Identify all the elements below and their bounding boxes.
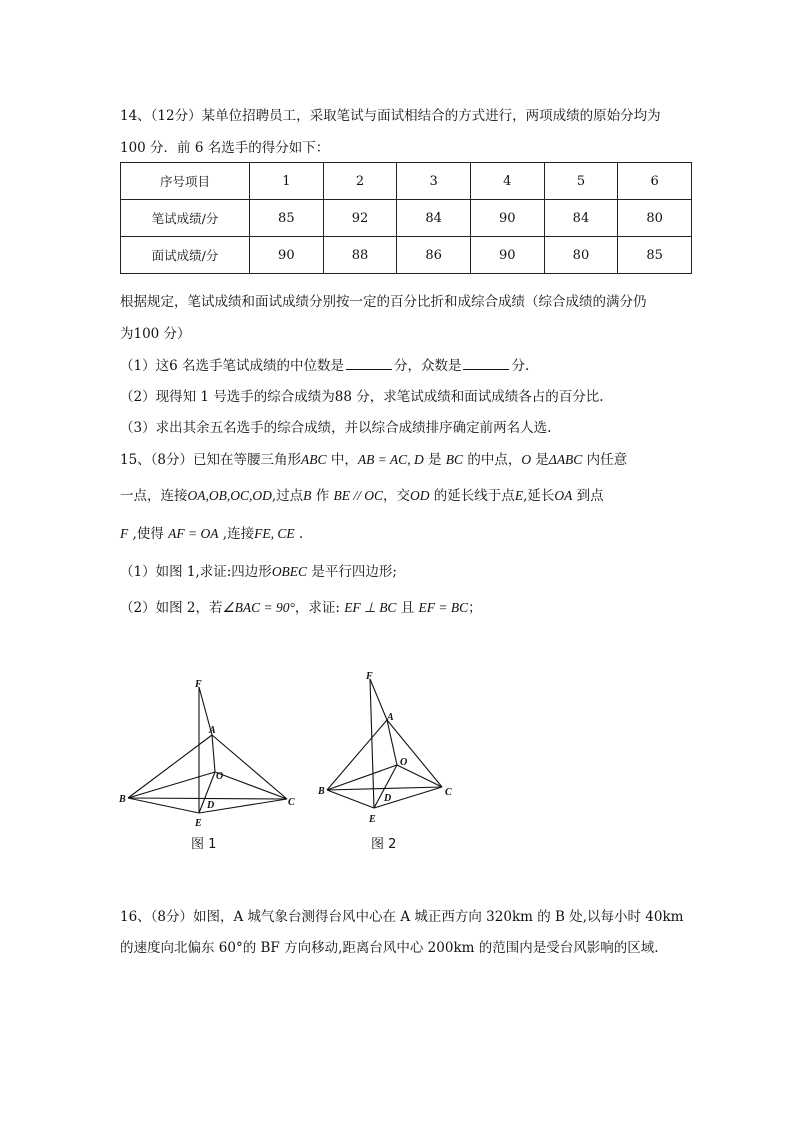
q15-text: . (294, 526, 304, 542)
q15-text: ，求证: (294, 600, 345, 616)
math-expr: AF = OA (168, 526, 219, 541)
table-cell: 92 (323, 200, 397, 237)
segment-AO (212, 735, 215, 772)
q15-text: 是 (531, 452, 549, 468)
q15-text: 到点 (572, 488, 604, 504)
row-label: 笔试成绩/分 (121, 200, 250, 237)
table-cell: 84 (397, 200, 471, 237)
q14-part-1-text: 分，众数是 (393, 358, 462, 374)
table-header-cell: 4 (470, 163, 544, 200)
math-expr: O (521, 452, 532, 467)
table-header-cell: 6 (618, 163, 692, 200)
q15-text: ,延长 (523, 488, 555, 504)
answer-blank[interactable] (346, 357, 392, 370)
q15-text: 的延长线于点 (429, 488, 515, 504)
table-cell: 84 (544, 200, 618, 237)
q15-text: 的中点， (463, 452, 522, 468)
table-header-row (121, 163, 692, 200)
math-expr: EF = BC (418, 600, 469, 615)
q15-text: ,使得 (128, 526, 169, 542)
table-row (121, 237, 692, 274)
math-expr: ABC (301, 452, 327, 467)
figure-2-caption: 图 2 (371, 837, 397, 852)
q15-text: ； (468, 600, 482, 616)
segment-OC (397, 765, 442, 787)
math-expr: F (120, 526, 129, 541)
segment-OC (215, 772, 287, 799)
math-expr: B (303, 488, 312, 503)
q14-line-4: 为100 分） (120, 326, 191, 342)
table-header-cell: 2 (323, 163, 397, 200)
figure-1-caption: 图 1 (191, 837, 217, 852)
q15-text: （1）如图 1,求证:四边形 (120, 564, 272, 580)
q15-text: （2）如图 2，若 (120, 600, 223, 616)
q15-line-3 (120, 522, 303, 542)
math-expr: OBEC (271, 564, 308, 579)
table-cell: 85 (250, 200, 324, 237)
label-A: A (209, 725, 216, 736)
segment-BC (128, 798, 287, 799)
q15-text: ，交 (383, 488, 411, 504)
table-cell: 85 (618, 237, 692, 274)
label-E: E (195, 818, 202, 829)
q15-text: 15、（8分）已知在等腰三角形 (120, 452, 302, 468)
q14-part-2: （2）现得知 1 号选手的综合成绩为88 分，求笔试成绩和面试成绩各占的百分比. (120, 389, 604, 405)
table-header-cell: 3 (397, 163, 471, 200)
math-expr: OD (410, 488, 430, 503)
label-D: D (207, 800, 215, 811)
q15-text: 是平行四边形; (307, 564, 397, 580)
table-header-cell: 序号项目 (121, 163, 250, 200)
label-B: B (119, 794, 126, 805)
label-F: F (195, 679, 202, 690)
label-B: B (318, 786, 325, 797)
table-cell: 90 (250, 237, 324, 274)
label-O: O (216, 771, 224, 782)
segment-BO (128, 772, 215, 798)
q16-line-2: 的速度向北偏东 60°的 BF 方向移动,距离台风中心 200km 的范围内是受台风影响的区域. (120, 940, 659, 956)
q15-part-2 (120, 596, 482, 616)
q14-part-3: （3）求出其余五名选手的综合成绩，并以综合成绩排序确定前两名人选. (120, 420, 552, 436)
segment-AC (212, 735, 287, 799)
math-expr: E (514, 488, 524, 503)
answer-blank[interactable] (463, 357, 509, 370)
q14-part-1 (120, 354, 529, 374)
table-row (121, 200, 692, 237)
math-expr: BC (445, 452, 464, 467)
q15-text: 一点，连接 (120, 488, 188, 504)
q14-part-1-text: （1）这6 名选手笔试成绩的中位数是 (120, 358, 344, 374)
label-E: E (369, 814, 376, 825)
q14-line-3: 根据规定，笔试成绩和面试成绩分别按一定的百分比折和成综合成绩（综合成绩的满分仍 (120, 294, 647, 310)
row-label: 面试成绩/分 (121, 237, 250, 274)
table-cell: 80 (618, 200, 692, 237)
segment-AC (387, 720, 442, 787)
table-header-cell: 1 (250, 163, 324, 200)
math-expr: ∠BAC = 90° (222, 600, 295, 615)
math-expr: EF ⊥ BC (344, 600, 397, 615)
score-table (120, 162, 692, 274)
q15-text: 中， (326, 452, 358, 468)
table-cell: 90 (470, 237, 544, 274)
math-expr: OA (554, 488, 573, 503)
q14-line-2: 100 分．前 6 名选手的得分如下： (120, 140, 330, 156)
table-header-cell: 5 (544, 163, 618, 200)
segment-BE (327, 790, 374, 808)
q15-text: ,过点 (271, 488, 304, 504)
q15-line-1 (120, 448, 627, 468)
math-expr: FE, CE (254, 526, 295, 541)
q15-text: 是 (423, 452, 446, 468)
label-C: C (288, 797, 295, 808)
segment-BE (128, 798, 199, 813)
label-A: A (387, 712, 394, 723)
math-expr: OA,OB,OC,OD (187, 488, 272, 503)
table-cell: 88 (323, 237, 397, 274)
label-C: C (445, 787, 452, 798)
segment-FA (370, 679, 387, 720)
q15-text: 且 (396, 600, 419, 616)
label-D: D (384, 793, 392, 804)
label-F: F (366, 671, 373, 682)
math-expr: BE // OC (333, 488, 384, 503)
figure-2-diagram (312, 665, 462, 830)
q15-part-1 (120, 560, 397, 580)
q15-line-2 (120, 484, 604, 504)
table-cell: 80 (544, 237, 618, 274)
math-expr: ΔABC (548, 452, 583, 467)
q14-part-1-text: 分. (511, 358, 530, 374)
table-cell: 90 (470, 200, 544, 237)
q15-text: ,连接 (218, 526, 255, 542)
q15-text: 内任意 (582, 452, 628, 468)
math-expr: AB = AC, D (357, 452, 424, 467)
q14-line-1: 14、（12分）某单位招聘员工，采取笔试与面试相结合的方式进行，两项成绩的原始分均为 (120, 108, 661, 124)
label-O: O (400, 757, 408, 768)
figure-1-diagram (115, 675, 305, 830)
q16-line-1: 16、（8分）如图，A 城气象台测得台风中心在 A 城正西方向 320km 的 B 处,以每小时 40km (120, 909, 684, 925)
table-cell: 86 (397, 237, 471, 274)
q15-text: 作 (311, 488, 334, 504)
